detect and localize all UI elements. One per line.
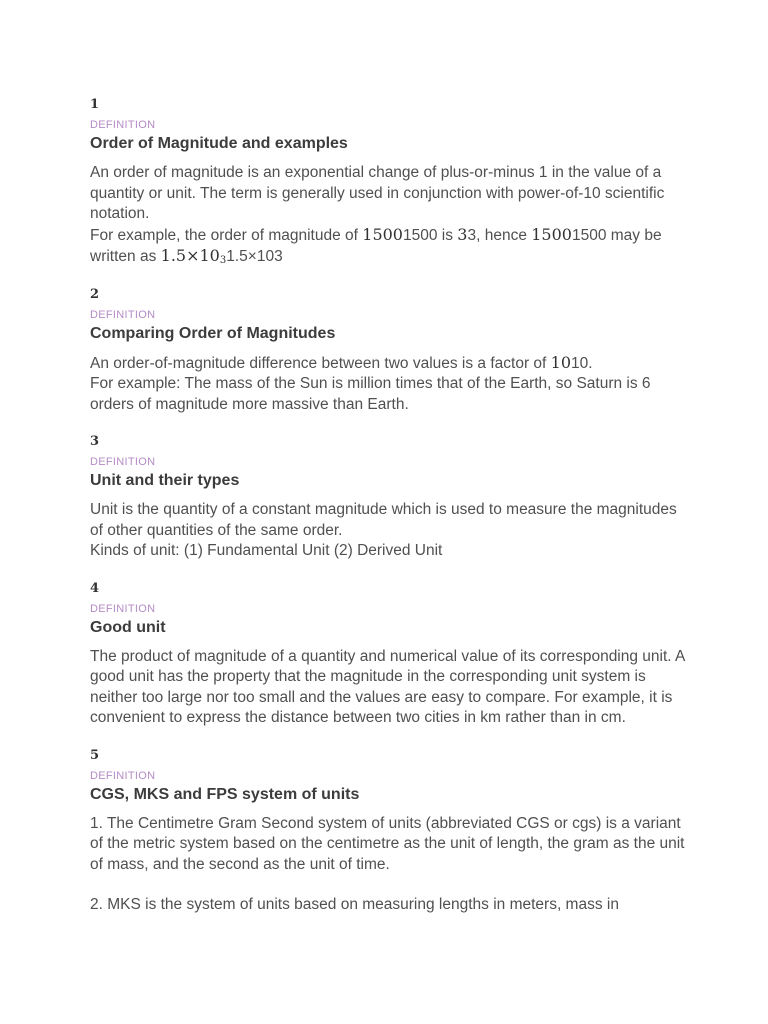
definition-label: DEFINITION	[90, 119, 156, 131]
card-number: 2	[90, 286, 100, 302]
math-expression: 1500	[531, 224, 572, 244]
card-title: Order of Magnitude and examples	[90, 135, 348, 152]
card-paragraph: An order-of-magnitude difference between two values is a factor of 1010.	[90, 352, 593, 372]
card-title: Unit and their types	[90, 472, 240, 489]
card-number: 5	[90, 747, 100, 763]
definition-label: DEFINITION	[90, 769, 156, 782]
definition-card-2[interactable]	[90, 286, 690, 416]
card-body	[90, 353, 690, 416]
definition-label: DEFINITION	[90, 456, 156, 468]
card-paragraph: Kinds of unit: (1) Fundamental Unit (2) Derived Unit	[90, 542, 443, 559]
definition-label: DEFINITION	[90, 602, 156, 615]
card-paragraph: 2. MKS is the system of units based on measuring lengths in meters, mass in	[90, 896, 619, 913]
card-paragraph-example: For example, the order of magnitude of 15001500 is 33, hence 15001500 may be written as $1.5\times 10^31.5\times 103$	[90, 224, 662, 266]
card-number: 1	[90, 97, 100, 112]
math-expression: 10	[550, 352, 572, 372]
card-paragraph-example: For example: The mass of the Sun is million times that of the Earth, so Saturn is 6 orders of magnitude more massive than Earth.	[90, 375, 651, 413]
card-title: Good unit	[90, 618, 166, 636]
card-number: 3	[90, 434, 100, 449]
card-body	[90, 814, 690, 916]
definitions-list	[90, 96, 690, 934]
card-title: CGS, MKS and FPS system of units	[90, 785, 360, 803]
definition-card-3[interactable]	[90, 433, 690, 562]
definition-card-5[interactable]	[90, 747, 690, 916]
definition-card-1[interactable]	[90, 96, 690, 268]
card-body	[90, 163, 690, 268]
card-paragraph: An order of magnitude is an exponential change of plus-or-minus 1 in the value of a quantity or unit. The term is generally used in conjunction with power-of-10 scientific notation.	[90, 164, 665, 222]
math-expression: $1.5\times 10^3$	[160, 246, 227, 266]
definition-label: DEFINITION	[90, 308, 156, 321]
card-paragraph: The product of magnitude of a quantity and numerical value of its corresponding unit. A good unit has the property that the magnitude in the corresponding unit system is neither too large nor too small and the values are easy to compare. For example, it is convenient to express the distance between two cities in km rather than in cm.	[90, 647, 685, 726]
math-expression: 3	[457, 224, 468, 244]
card-paragraph: Unit is the quantity of a constant magnitude which is used to measure the magnitudes of other quantities of the same order.	[90, 501, 677, 539]
math-expression: 1500	[362, 224, 403, 244]
card-title: Comparing Order of Magnitudes	[90, 324, 336, 342]
definition-card-4[interactable]	[90, 580, 690, 729]
card-number: 4	[90, 580, 100, 596]
card-paragraph: 1. The Centimetre Gram Second system of units (abbreviated CGS or cgs) is a variant of the metric system based on the centimetre as the unit of length, the gram as the unit of mass, and the second as the unit of time.	[90, 814, 685, 873]
card-body	[90, 647, 690, 729]
card-body	[90, 500, 690, 562]
